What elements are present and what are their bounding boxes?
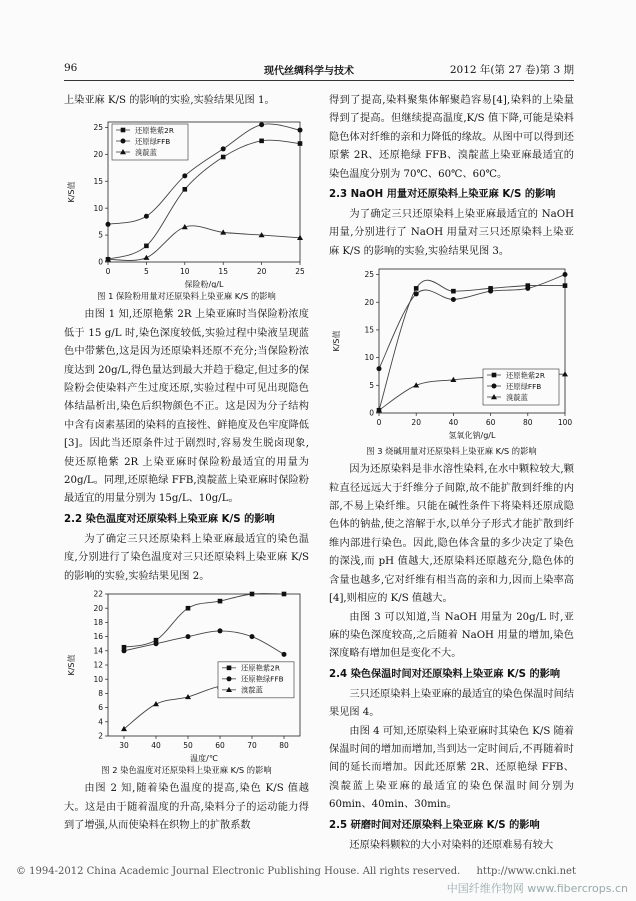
paragraph: 由图 2 知,随着染色温度的提高,染色 K/S 值越大。这是由于随着温度的升高,染料分子的运动能力得到了增强,从而使染料在织物上的扩散系数 — [64, 783, 309, 831]
page-header — [64, 62, 574, 78]
y-tick-label: 10 — [364, 353, 374, 363]
x-tick-label: 10 — [180, 267, 190, 277]
y-tick-label: 10 — [93, 674, 103, 684]
data-point — [227, 676, 232, 681]
legend-label: 还原艳绿FFB — [241, 674, 284, 684]
x-tick-label: 40 — [448, 418, 459, 428]
data-point — [259, 123, 264, 128]
data-point — [218, 629, 223, 634]
x-tick-label: 5 — [144, 267, 149, 277]
y-tick-label: 20 — [364, 298, 374, 308]
y-tick-label: 5 — [369, 381, 374, 391]
data-point — [451, 289, 456, 294]
y-tick-label: 25 — [93, 123, 103, 133]
paragraph: 由图 4 可知,还原染料上染亚麻时其染色 K/S 随着保温时间的增加而增加,当到达一定时间后,不再随着时间的延长而增加。因此还原紫 2R、还原艳绿 FFB、溴靛蓝上染亚麻的最适宜的染色保温时间分别为 60min、40min、30min。 — [329, 725, 574, 811]
paragraph: 因为还原染料是非水溶性染料,在水中颗粒较大,颗粒直径远远大于纤维分子间隙,故不能扩散到纤维的内部,不易上染纤维。只能在碱性条件下将染料还原成隐色体的钠盐,使之溶解于水,以单分子形式才能扩散到纤维内部进行染色。因此,隐色体含量的多少决定了染色的深浅,而 pH 值越大,还原染料还原越充分,隐色体的含量也越多,它对纤维有相当高的亲和力,因而上染率高[4],则相应的 K/S 值越大。 — [329, 464, 574, 605]
data-point — [121, 139, 126, 144]
chart-area — [66, 590, 300, 762]
chart-fig1 — [64, 110, 309, 288]
y-tick-label: 5 — [98, 231, 103, 241]
data-point — [106, 222, 111, 227]
data-point — [250, 634, 255, 639]
data-point — [186, 634, 191, 639]
data-point — [492, 384, 497, 389]
data-point — [121, 128, 126, 133]
data-point — [186, 606, 191, 611]
data-point — [298, 142, 303, 147]
data-point — [143, 255, 149, 260]
data-point — [250, 592, 255, 597]
data-point — [183, 187, 188, 192]
y-tick-label: 16 — [93, 632, 103, 642]
x-axis-label: 氢氧化钠/g/L — [448, 431, 496, 441]
data-point — [282, 592, 287, 597]
data-point — [227, 666, 232, 671]
data-point — [154, 641, 159, 646]
x-tick-label: 30 — [119, 741, 129, 751]
x-tick-label: 100 — [557, 418, 573, 428]
data-point — [298, 128, 303, 133]
series-line — [124, 631, 284, 654]
y-tick-label: 25 — [364, 270, 374, 280]
legend-label: 还原绿FFB — [135, 137, 171, 147]
data-point — [488, 289, 493, 294]
section-heading: 2.3 NaOH 用量对还原染料上染亚麻 K/S 的影响 — [329, 189, 556, 201]
x-axis-label: 保险粉/g/L — [184, 280, 224, 289]
data-point — [144, 244, 149, 249]
y-axis-label: K/S值 — [67, 654, 76, 676]
y-tick-label: 12 — [93, 660, 103, 670]
legend-label: 还原艳紫2R — [241, 663, 280, 673]
chart-legend — [218, 662, 294, 698]
y-tick-label: 18 — [93, 618, 103, 628]
x-tick-label: 0 — [105, 267, 111, 277]
figure-2 — [64, 586, 309, 776]
figure-3 — [329, 261, 574, 457]
y-tick-label: 20 — [93, 603, 103, 613]
y-axis-label: K/S值 — [332, 330, 341, 352]
right-column — [329, 92, 574, 855]
data-point — [282, 652, 287, 657]
header-rule — [64, 80, 574, 81]
footer-link[interactable]: http://www.cnki.net — [476, 866, 576, 877]
data-point — [259, 139, 264, 144]
y-tick-label: 14 — [93, 646, 103, 656]
legend-label: 溴靛蓝 — [241, 685, 263, 695]
chart-legend — [483, 369, 559, 405]
x-tick-label: 80 — [279, 741, 289, 751]
chart-fig3 — [329, 261, 574, 443]
series-line — [108, 226, 300, 261]
x-tick-label: 25 — [295, 267, 305, 277]
data-point — [563, 272, 568, 277]
y-tick-label: 15 — [364, 325, 374, 335]
data-point — [153, 701, 159, 706]
y-tick-label: 0 — [369, 408, 374, 418]
figure-2-caption: 图 2 染色温度对还原染料上染亚麻 K/S 的影响 — [101, 765, 272, 776]
y-tick-label: 10 — [93, 204, 103, 214]
legend-label: 还原艳紫2R — [135, 126, 174, 136]
paragraph: 还原染料颗粒的大小对染料的还原难易有较大 — [349, 839, 554, 851]
x-tick-label: 60 — [485, 418, 496, 428]
footer — [16, 866, 626, 877]
y-tick-label: 4 — [98, 717, 103, 727]
paragraph: 得到了提高,染料聚集体解聚趋容易[4],染料的上染量得到了提高。但继续提高温度,K/S 值下降,可能是染料隐色体对纤维的亲和力降低的缘故。从图中可以得到还原紫 2R、还原艳绿 FFB、溴靛蓝上染亚麻最适宜的染色温度分别为 70℃、60℃、60℃。 — [329, 95, 574, 180]
y-axis-label: K/S值 — [67, 181, 76, 203]
figure-1 — [64, 110, 309, 302]
x-tick-label: 70 — [247, 741, 257, 751]
paragraph: 为了确定三只还原染料上染亚麻最适宜的 NaOH 用量,分别进行了 NaOH 用量对三只还原染料上染亚麻 K/S 的影响的实验,实验结果见图 3。 — [329, 209, 574, 257]
data-point — [451, 297, 456, 302]
page-number: 96 — [64, 62, 78, 74]
paragraph: 由图 1 知,还原艳紫 2R 上染亚麻时当保险粉浓度低于 15 g/L 时,染色深度较低,实验过程中染液呈现蓝色中带紫色,这是因为还原染料还原不充分;当保险粉浓度达到 20g/L,得色量达到最大并趋于稳定,但过多的保险粉会使染料产生过度还原,实验过程中可见出现隐色体结晶析出,染色后织物颜色不正。这是因为分子结构中含有卤素基团的染料的直接性、鲜艳度及色牢度降低[3]。因此当还原条件过于剧烈时,容易发生脱卤现象,使还原艳紫 2R 上染亚麻时保险粉最适宜的用量为 20g/L。同理,还原艳绿 FFB,溴靛蓝上染亚麻时保险粉最适宜的用量分别为 15g/L、10g/L。 — [64, 309, 309, 505]
data-point — [525, 286, 530, 291]
issue-info: 2012 年(第 27 卷)第 3 期 — [449, 64, 574, 76]
figure-1-caption: 图 1 保险粉用量对还原染料上染亚麻 K/S 的影响 — [97, 291, 276, 302]
x-axis-label: 温度/℃ — [190, 754, 218, 763]
left-column — [64, 92, 309, 835]
y-tick-label: 15 — [93, 177, 103, 187]
y-tick-label: 0 — [98, 258, 103, 268]
legend-label: 溴靛蓝 — [135, 148, 157, 158]
data-point — [221, 155, 226, 160]
data-point — [218, 599, 223, 604]
section-heading: 2.5 研磨时间对还原染料上染亚麻 K/S 的影响 — [329, 819, 540, 831]
journal-title: 现代丝绸科学与技术 — [264, 66, 354, 77]
legend-label: 溴靛蓝 — [506, 393, 528, 403]
chart-area — [66, 122, 305, 288]
data-point — [563, 284, 568, 289]
data-point — [182, 174, 187, 179]
series-line — [124, 594, 284, 648]
data-point — [377, 366, 382, 371]
data-point — [414, 286, 419, 291]
copyright-text: © 1994-2012 China Academic Journal Electronic Publishing House. All rights reserved. — [16, 866, 461, 877]
data-point — [144, 214, 149, 219]
data-point — [414, 292, 419, 297]
x-tick-label: 20 — [411, 418, 421, 428]
data-point — [492, 373, 497, 378]
x-tick-label: 40 — [151, 741, 161, 751]
y-tick-label: 6 — [98, 703, 103, 713]
y-tick-label: 2 — [98, 731, 103, 741]
data-point — [221, 147, 226, 152]
data-point — [122, 648, 127, 653]
chart-legend — [112, 124, 188, 160]
x-tick-label: 0 — [376, 418, 382, 428]
x-tick-label: 50 — [183, 741, 193, 751]
x-tick-label: 80 — [523, 418, 533, 428]
y-tick-label: 22 — [93, 589, 103, 599]
x-tick-label: 15 — [218, 267, 228, 277]
section-heading: 2.2 染色温度对还原染料上染亚麻 K/S 的影响 — [64, 513, 275, 525]
chart-area — [331, 269, 572, 440]
paragraph: 为了确定三只还原染料上染亚麻最适宜的染色温度,分别进行了染色温度对三只还原染料上染亚麻 K/S 的影响的实验,实验结果见图 2。 — [64, 533, 309, 582]
paragraph: 由图 3 可以知道,当 NaOH 用量为 20g/L 时,亚麻的染色深度较高,之后随着 NaOH 用量的增加,染色深度略有增加但是变化不大。 — [329, 611, 574, 660]
y-tick-label: 20 — [93, 150, 103, 160]
chart-fig2 — [64, 586, 309, 762]
section-heading: 2.4 染色保温时间对还原染料上染亚麻 K/S 的影响 — [329, 668, 561, 680]
legend-label: 还原绿FFB — [506, 382, 542, 392]
x-tick-label: 60 — [215, 741, 225, 751]
legend-label: 还原艳紫2R — [506, 371, 545, 381]
paragraph: 三只还原染料上染亚麻的最适宜的染色保温时间结果见图 4。 — [329, 688, 574, 719]
x-tick-label: 20 — [256, 267, 267, 277]
y-tick-label: 8 — [98, 689, 103, 699]
figure-3-caption: 图 3 烧碱用量对还原染料上染亚麻 K/S 的影响 — [366, 446, 537, 457]
paragraph: 上染亚麻 K/S 的影响的实验,实验结果见图 1。 — [64, 95, 275, 106]
series-line — [379, 275, 565, 369]
watermark: 中国纤维作物网 www.fibercrops.cn — [446, 882, 628, 895]
